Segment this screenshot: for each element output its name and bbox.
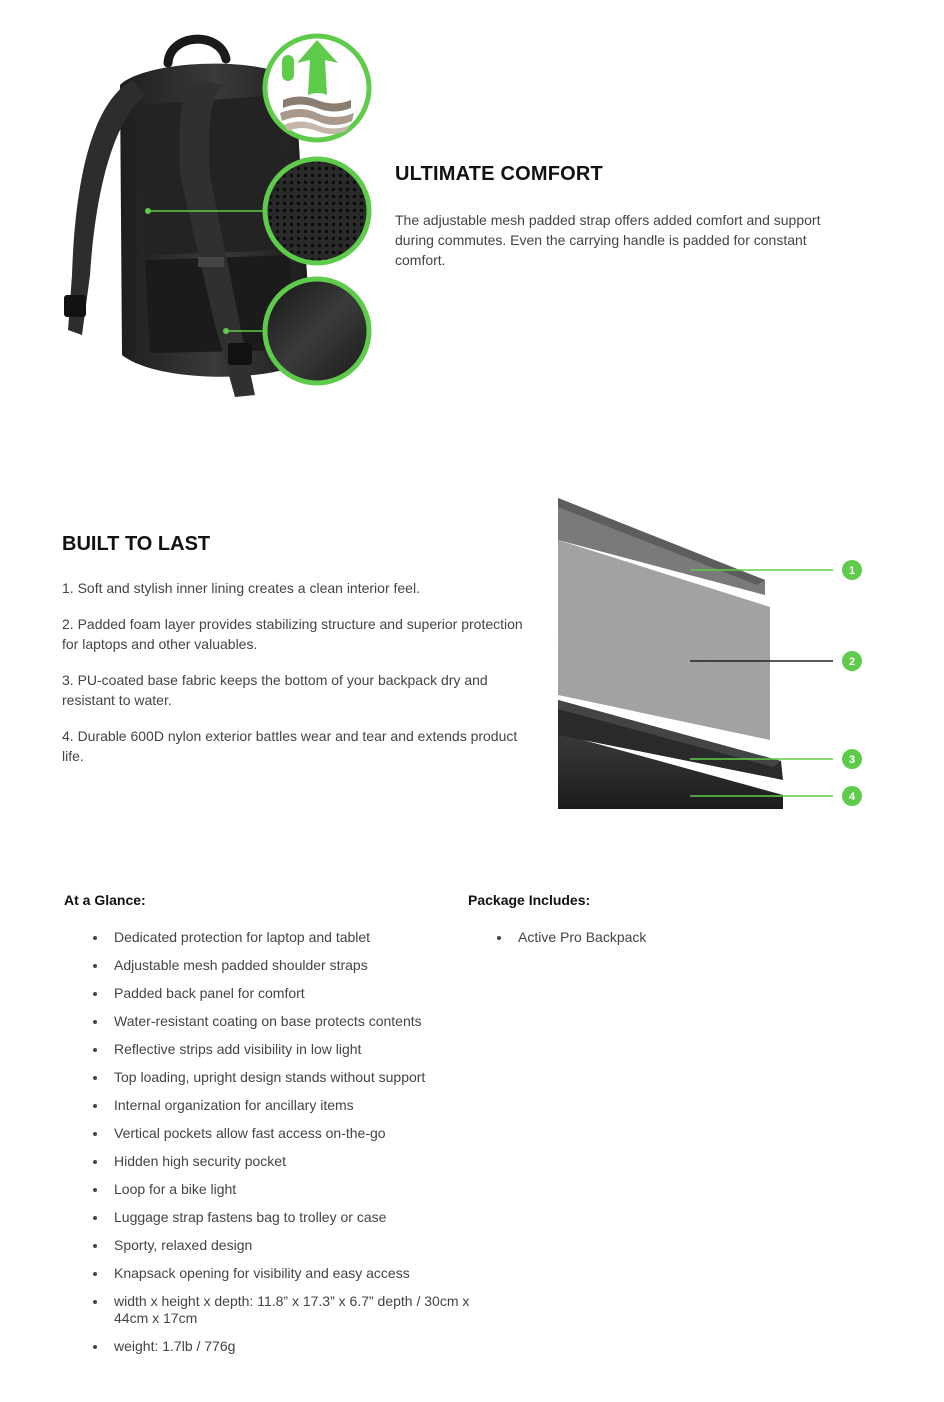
list-item: width x height x depth: 11.8” x 17.3” x 6.7” depth / 30cm x 44cm x 17cm [114,1293,474,1327]
list-item: Reflective strips add visibility in low light [114,1041,474,1058]
list-item: weight: 1.7lb / 776g [114,1338,474,1355]
layer-item: 2. Padded foam layer provides stabilizing structure and superior protection for laptops and other valuables. [62,616,523,652]
svg-text:2: 2 [848,656,856,668]
fabric-detail-icon [265,279,369,383]
svg-text:3: 3 [848,754,856,766]
callout-badge-2 [842,651,862,671]
list-item: Dedicated protection for laptop and tablet [114,929,474,946]
svg-text:4: 4 [848,791,856,803]
list-item: Top loading, upright design stands without support [114,1069,474,1086]
callout-badge-3 [842,749,862,769]
layer-item: 1. Soft and stylish inner lining creates a clean interior feel. [62,580,420,596]
layer-item: 3. PU-coated base fabric keeps the bottom of your backpack dry and resistant to water. [62,672,488,708]
backpack-comfort-image [50,25,380,410]
glance-title: At a Glance: [64,892,146,908]
mesh-detail-icon [265,159,369,263]
layer-item: 4. Durable 600D nylon exterior battles wear and tear and extends product life. [62,728,518,764]
svg-text:1: 1 [848,565,856,577]
list-item: Active Pro Backpack [518,929,818,946]
callout-badge-1 [842,560,862,580]
list-item: Loop for a bike light [114,1181,474,1198]
backpack-handle [168,39,226,63]
comfort-icon [265,36,369,140]
layer-list [62,578,542,782]
list-item: Water-resistant coating on base protects contents [114,1013,474,1030]
callout-badge-4 [842,786,862,806]
list-item: Padded back panel for comfort [114,985,474,1002]
comfort-title: ULTIMATE COMFORT [395,163,603,185]
list-item: Luggage strap fastens bag to trolley or case [114,1209,474,1226]
list-item: Hidden high security pocket [114,1153,474,1170]
list-item: Knapsack opening for visibility and easy access [114,1265,474,1282]
list-item: Sporty, relaxed design [114,1237,474,1254]
glance-list [114,929,474,1366]
list-item: Adjustable mesh padded shoulder straps [114,957,474,974]
package-list [518,929,818,946]
material-layers-image [555,495,885,815]
package-title: Package Includes: [468,892,591,908]
list-item: Vertical pockets allow fast access on-the-go [114,1125,474,1142]
comfort-description: The adjustable mesh padded strap offers added comfort and support during commutes. Even the carrying handle is padded for constant comfort. [395,212,821,268]
built-title: BUILT TO LAST [62,533,211,555]
list-item: Internal organization for ancillary items [114,1097,474,1114]
